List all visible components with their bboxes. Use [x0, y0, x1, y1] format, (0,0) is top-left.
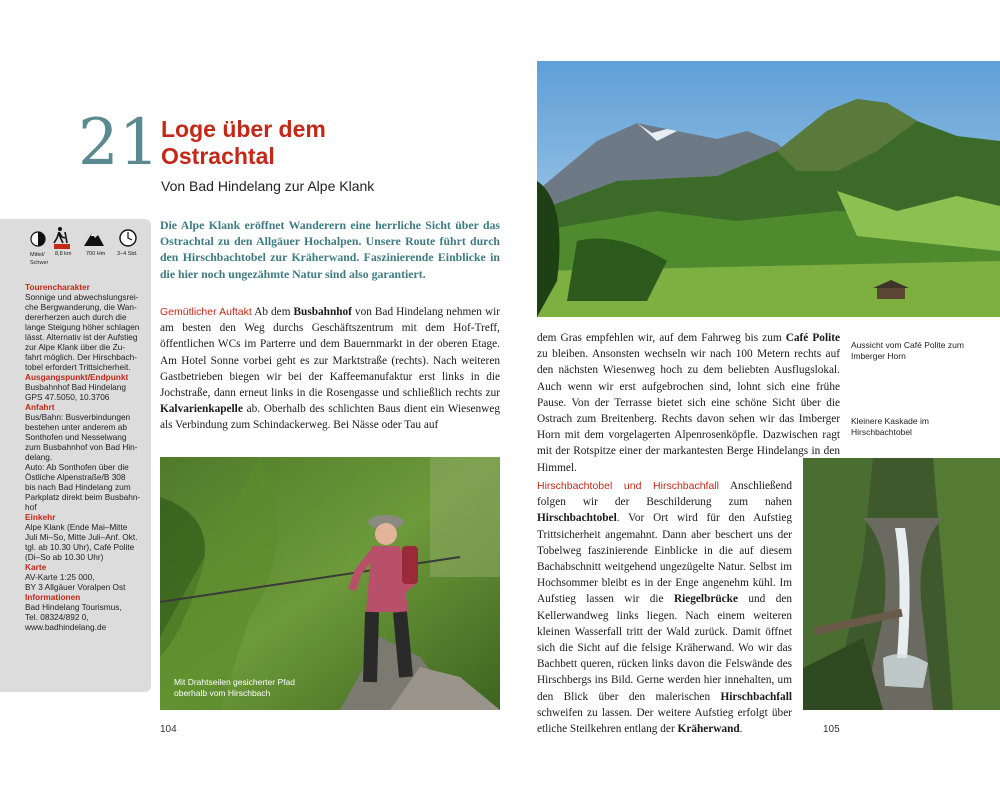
waterfall-photo [803, 458, 1000, 710]
section-lead: Hirschbachtobel und Hirschbachfall [537, 480, 719, 492]
body-text: . [739, 723, 743, 736]
bold-term: Busbahnhof [293, 306, 352, 318]
hiker-photo [160, 457, 500, 710]
bold-term: Kräherwand [677, 723, 740, 736]
waterfall-caption: Kleinere Kaskade im Hirschbachtobel [851, 416, 929, 437]
hiker-icon [51, 226, 73, 248]
sidebar-text: Bus/Bahn: Busverbindungen bestehen unter anderem ab Sonthofen und Nesselwang zum Busbahnhof von Bad Hin- delang. Auto: Ab Sonthofen über die Östliche Alpenstraße/B 308 bis nach Bad Hindelang zum Parkplatz direkt beim Busbahn- hof [25, 412, 141, 512]
body-text: Ab dem [251, 306, 294, 318]
bold-term: Hirschbachfall [720, 690, 792, 703]
body-text: zu bleiben. Ansonsten wechseln wir nach 100 Metern rechts auf den nächsten Wiesenweg hoch zu dem beliebten Ausflugslokal. Auch wenn wir erst aufgebrochen sind, lohnt sich eine frühe Pause. Von der Terrasse bietet sich eine schöne Sicht über die Ostrach zum Breitenberg. Rechts davon sehen wir das Imberger Horn mit dem vorgelagerten Alpenrosenköpfle. Dazwischen ragt mit der Rotspitze einer der markantesten Berge Hindelangs in den Himmel. [537, 348, 840, 474]
tour-number: 21 [78, 106, 160, 180]
hiker-caption: Mit Drahtseilen gesicherter Pfad oberhalb vom Hirschbach [174, 677, 295, 698]
intro-paragraph: Die Alpe Klank eröffnet Wanderern eine herrliche Sicht über das Ostrachtal zu den Allgäuer Hochalpen. Unsere Route führt durch den Hirschbachtobel zur Kräherwand. Faszinierende Einblicke in die hier noch ungezähmte Natur sind also garantiert. [160, 218, 500, 281]
sidebar-text: Bad Hindelang Tourismus, Tel. 08324/892 0, www.badhindelang.de [25, 602, 122, 632]
sidebar-heading: Informationen [25, 592, 81, 602]
landscape-photo [537, 61, 1000, 317]
bold-term: Hirschbachtobel [537, 512, 617, 525]
body-text: dem Gras empfehlen wir, auf dem Fahrweg bis zum [537, 332, 786, 344]
body-text: schweifen zu lassen. Der weitere Aufstieg erfolgt über etliche Steilkehren entlang der [537, 706, 792, 736]
sidebar-text: Alpe Klank (Ende Mai–Mitte Juli Mi–So, Mitte Juli–Anf. Okt. tgl. ab 10.30 Uhr), Café Polite (Di–So ab 10.30 Uhr) [25, 522, 138, 562]
page-number-right: 105 [823, 724, 840, 735]
elevation-label: 700 Hm [86, 251, 106, 257]
body-text: . Vor Ort wird für den Aufstieg Trittsicherheit angemahnt. Dann aber beschert uns der Tobelweg faszinierende Einblicke in die auf diesem Bachabschnitt weitgehend ungezügelte Natur. Selbst im Hochsommer bleibt es in der Enge angenehm kühl. Im Aufstieg lassen wir die [537, 512, 792, 606]
body-text: Anschließend folgen wir der Beschilderung zum nahen [537, 480, 792, 509]
sidebar-text: Sonnige und abwechslungsrei- che Bergwanderung, die Wan- dererherzen auch durch die lange Steigung höher schlagen lässt. Alternativ ist der Aufstieg zur Alpe Klank über die Zu- fahrt möglich. Der Hirschbach- tobel erfordert Trittsicherheit. [25, 292, 140, 372]
body-text: von Bad Hindelang nehmen wir am besten den Weg durchs Geschäftszentrum mit dem Hof-Treff, öffentlichen WCs im Parterre und dem Bauernmarkt in der oberen Etage. Am Hotel Sonne vorbei geht es zur Marktstraße (rechts). Nach weiteren Gastbetrieben biegen wir bei der Kaffeemanufaktur erst links in die Jochstraße, dann erneut links in die Rosengasse und schließlich rechts zur [160, 306, 501, 400]
sidebar-heading: Karte [25, 562, 47, 572]
distance-label: 8,8 km [55, 251, 72, 257]
sidebar-text: Busbahnhof Bad Hindelang GPS 47.5050, 10.3706 [25, 382, 127, 402]
tour-title: Loge über dem Ostrachtal [161, 116, 326, 169]
sidebar-heading: Einkehr [25, 512, 56, 522]
sidebar-heading: Anfahrt [25, 402, 55, 412]
landscape-caption: Aussicht vom Café Polite zum Imberger Horn [851, 340, 964, 361]
section-lead: Gemütlicher Auftakt [160, 306, 252, 318]
bold-term: Kalvarienkapelle [160, 403, 243, 416]
sidebar-text: AV-Karte 1:25 000, BY 3 Allgäuer Voralpen Ost [25, 572, 126, 592]
body-text: ab. Oberhalb des schlichten Baus dient ein Wiesenweg als Verbindung zum Schindackerweg. Bei Nässe oder Tau auf [160, 403, 500, 432]
section-auftakt [160, 304, 500, 434]
page-number-left: 104 [160, 724, 177, 735]
bold-term: Café Polite [785, 332, 840, 344]
sidebar-heading: Tourencharakter [25, 282, 90, 292]
sidebar-heading: Ausgangspunkt/Endpunkt [25, 372, 129, 382]
elevation-icon [83, 228, 105, 250]
body-text: und den Kellerwandweg links liegen. Nach einem weiteren kleinen Wasserfall tritt der Wald zurück. Damit öffnet sich die Sicht auf die felsige Kräherwand. Wo wir das Bachbett queren, rücken links davon die Felswände des Hirschbergs ins Bild. Gerne werden hier innehalten, um den Blick über den malerischen [537, 593, 793, 703]
difficulty-label: Mittel/ Schwer [30, 252, 49, 266]
bold-term: Riegelbrücke [673, 593, 738, 606]
column-continuation [537, 330, 840, 476]
clock-icon [117, 227, 139, 249]
difficulty-icon [27, 228, 49, 250]
tour-subtitle: Von Bad Hindelang zur Alpe Klank [161, 178, 375, 194]
section-hirschbachtobel [537, 478, 792, 737]
sidebar-content [25, 282, 145, 632]
duration-label: 3–4 Std. [117, 251, 138, 257]
